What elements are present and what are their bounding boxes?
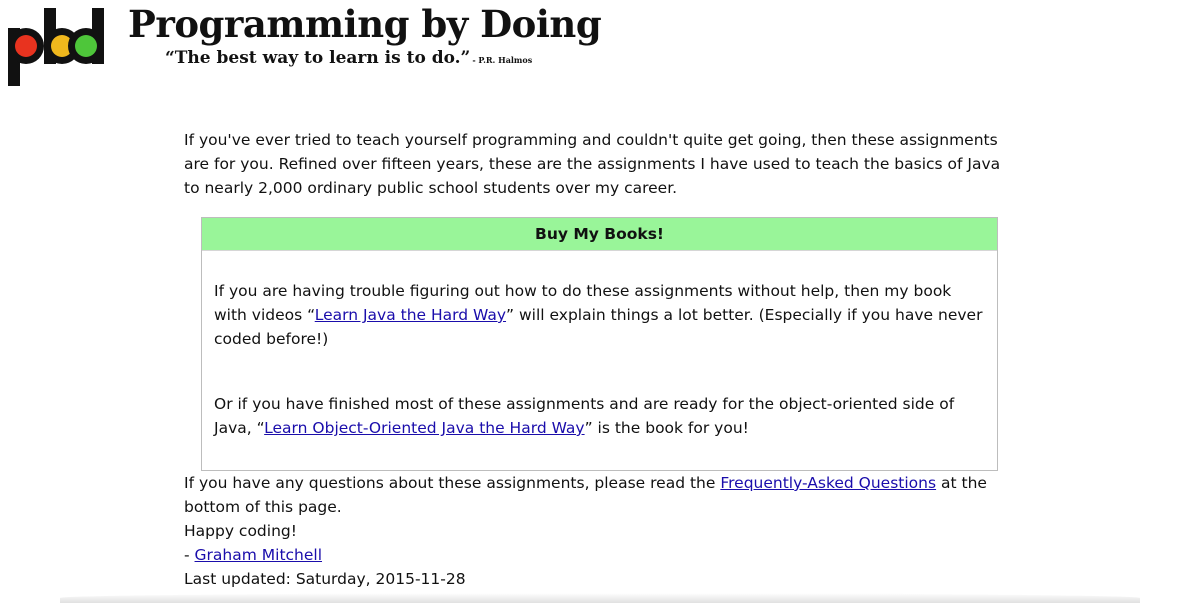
author-link[interactable]: Graham Mitchell xyxy=(194,546,323,564)
learn-oo-java-hard-way-link[interactable]: Learn Object-Oriented Java the Hard Way xyxy=(264,419,585,437)
book-paragraph-1 xyxy=(214,279,985,351)
last-updated: Last updated: Saturday, 2015-11-28 xyxy=(184,570,466,588)
tagline xyxy=(165,48,532,68)
questions-text-after: at the bottom of this page. xyxy=(184,474,987,516)
book-paragraph-2-text-before: Or if you have finished most of these assignments and are ready for the object-oriented side of Java, “ xyxy=(214,395,955,437)
tagline-attribution: - P.R. Halmos xyxy=(472,55,533,65)
signoff-dash: - xyxy=(184,546,195,564)
tagline-quote: “The best way to learn is to do.” xyxy=(165,48,471,68)
book-paragraph-1-text-after: ” will explain things a lot better. (Especially if you have never coded before!) xyxy=(214,306,983,348)
greeting: Happy coding! xyxy=(184,522,297,540)
buy-books-header: Buy My Books! xyxy=(202,218,997,251)
questions-text-before: If you have any questions about these assignments, please read the xyxy=(184,474,721,492)
intro-paragraph: If you've ever tried to teach yourself programming and couldn't quite get going, then these assignments are for you. Refined over fifteen years, these are the assignments I have used to teach the basics of Java to nearly 2,000 ordinary public school students over my career. xyxy=(184,131,1001,197)
book-paragraph-2-text-after: ” is the book for you! xyxy=(584,419,749,437)
book-paragraph-2 xyxy=(214,392,985,440)
main-content xyxy=(184,128,1014,591)
buy-books-box xyxy=(201,217,998,471)
faq-link[interactable]: Frequently-Asked Questions xyxy=(720,474,937,492)
bottom-shadow xyxy=(60,593,1140,603)
buy-books-body xyxy=(202,251,997,470)
site-title: Programming by Doing xyxy=(128,2,602,46)
book-paragraph-1-text-before: If you are having trouble figuring out how to do these assignments without help, then my book with videos “ xyxy=(214,282,952,324)
pbd-logo-icon[interactable] xyxy=(6,6,106,86)
site-header xyxy=(0,0,1199,100)
signoff xyxy=(184,519,1014,567)
questions-paragraph xyxy=(184,471,1014,519)
learn-java-hard-way-link[interactable]: Learn Java the Hard Way xyxy=(314,306,507,324)
